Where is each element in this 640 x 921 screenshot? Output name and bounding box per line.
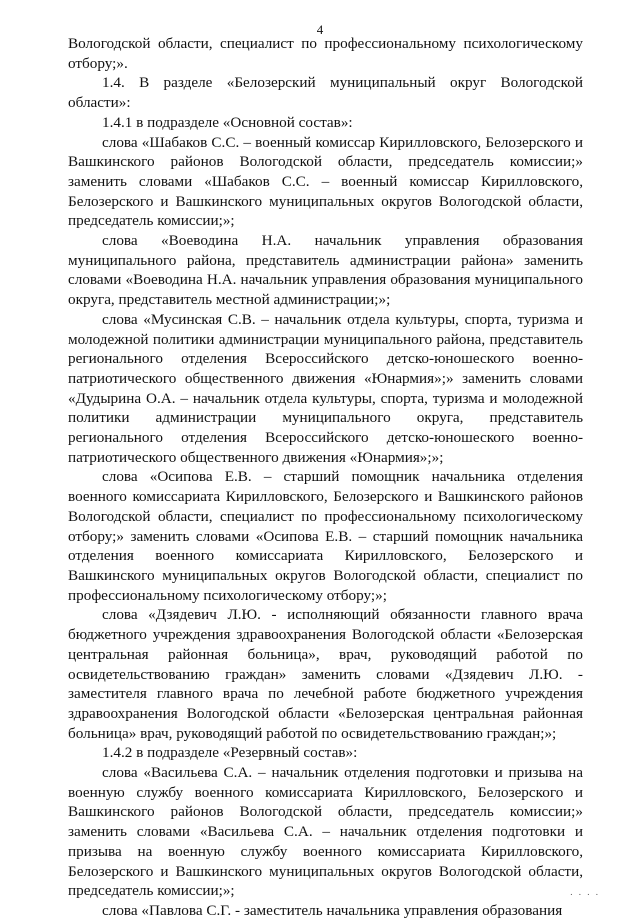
- scan-artifact: . . . .: [570, 887, 600, 897]
- paragraph: слова «Осипова Е.В. – старший помощник начальника отделения военного комиссариата Кирилловского, Белозерского и Вашкинского районов Вологодской области, специалист по профессиональному психологическому отбору;» заменить словами «Осипова Е.В. – старший помощник начальника отделения военного комиссариата Кирилловского, Белозерского и Вашкинского муниципальных округов Вологодской области, специалист по профессиональному психологическому отбору;»;: [68, 468, 583, 604]
- paragraph: слова «Васильева С.А. – начальник отделения подготовки и призыва на военную службу военного комиссариата Кирилловского, Белозерского и Вашкинского районов Вологодской области, председатель комиссии;» заменить словами «Васильева С.А. – начальник отделения подготовки и призыва на военную службу военного комиссариата Кирилловского, Белозерского и Вашкинского муниципальных округов Вологодской области, председатель комиссии;»;: [68, 764, 583, 900]
- paragraph: слова «Воеводина Н.А. начальник управления образования муниципального района, представитель администрации района» заменить словами «Воеводина Н.А. начальник управления образования муниципального округа, представитель местной администрации;»;: [68, 232, 583, 309]
- paragraph: слова «Мусинская С.В. – начальник отдела культуры, спорта, туризма и молодежной политики администрации муниципального района, представитель регионального отделения Всероссийского детско-юношеского военно-патриотического общественного движения «Юнармия»;» заменить словами «Дудырина О.А. – начальник отдела культуры, спорта, туризма и молодежной политики администрации муниципального округа, представитель регионального отделения Всероссийского детско-юношеского военно-патриотического общественного движения «Юнармия»;»;: [68, 310, 583, 466]
- section-heading: 1.4. В разделе «Белозерский муниципальный округ Вологодской области»:: [68, 74, 583, 112]
- page-number: 4: [316, 22, 324, 37]
- paragraph: Вологодской области, специалист по профессиональному психологическому отбору;».: [68, 35, 583, 72]
- document-body: [68, 34, 583, 921]
- paragraph: слова «Дзядевич Л.Ю. - исполняющий обязанности главного врача бюджетного учреждения здравоохранения Вологодской области «Белозерская центральная районная больница», врач, руководящий работой по освидетельствованию граждан» заменить словами «Дзядевич Л.Ю. - заместителя главного врача по лечебной работе бюджетного учреждения здравоохранения Вологодской области «Белозерская центральная районная больница» врач, руководящий работой по освидетельствованию граждан;»;: [68, 606, 583, 742]
- subsection-heading: 1.4.2 в подразделе «Резервный состав»:: [102, 744, 358, 762]
- paragraph: слова «Павлова С.Г. - заместитель начальника управления образования: [102, 901, 563, 919]
- subsection-heading: 1.4.1 в подразделе «Основной состав»:: [102, 113, 353, 131]
- paragraph: слова «Шабаков С.С. – военный комиссар Кирилловского, Белозерского и Вашкинского районов Вологодской области, председатель комиссии;» заменить словами «Шабаков С.С. – военный комиссар Кирилловского, Белозерского и Вашкинского муниципальных округов Вологодской области, председатель комиссии;»;: [68, 133, 583, 230]
